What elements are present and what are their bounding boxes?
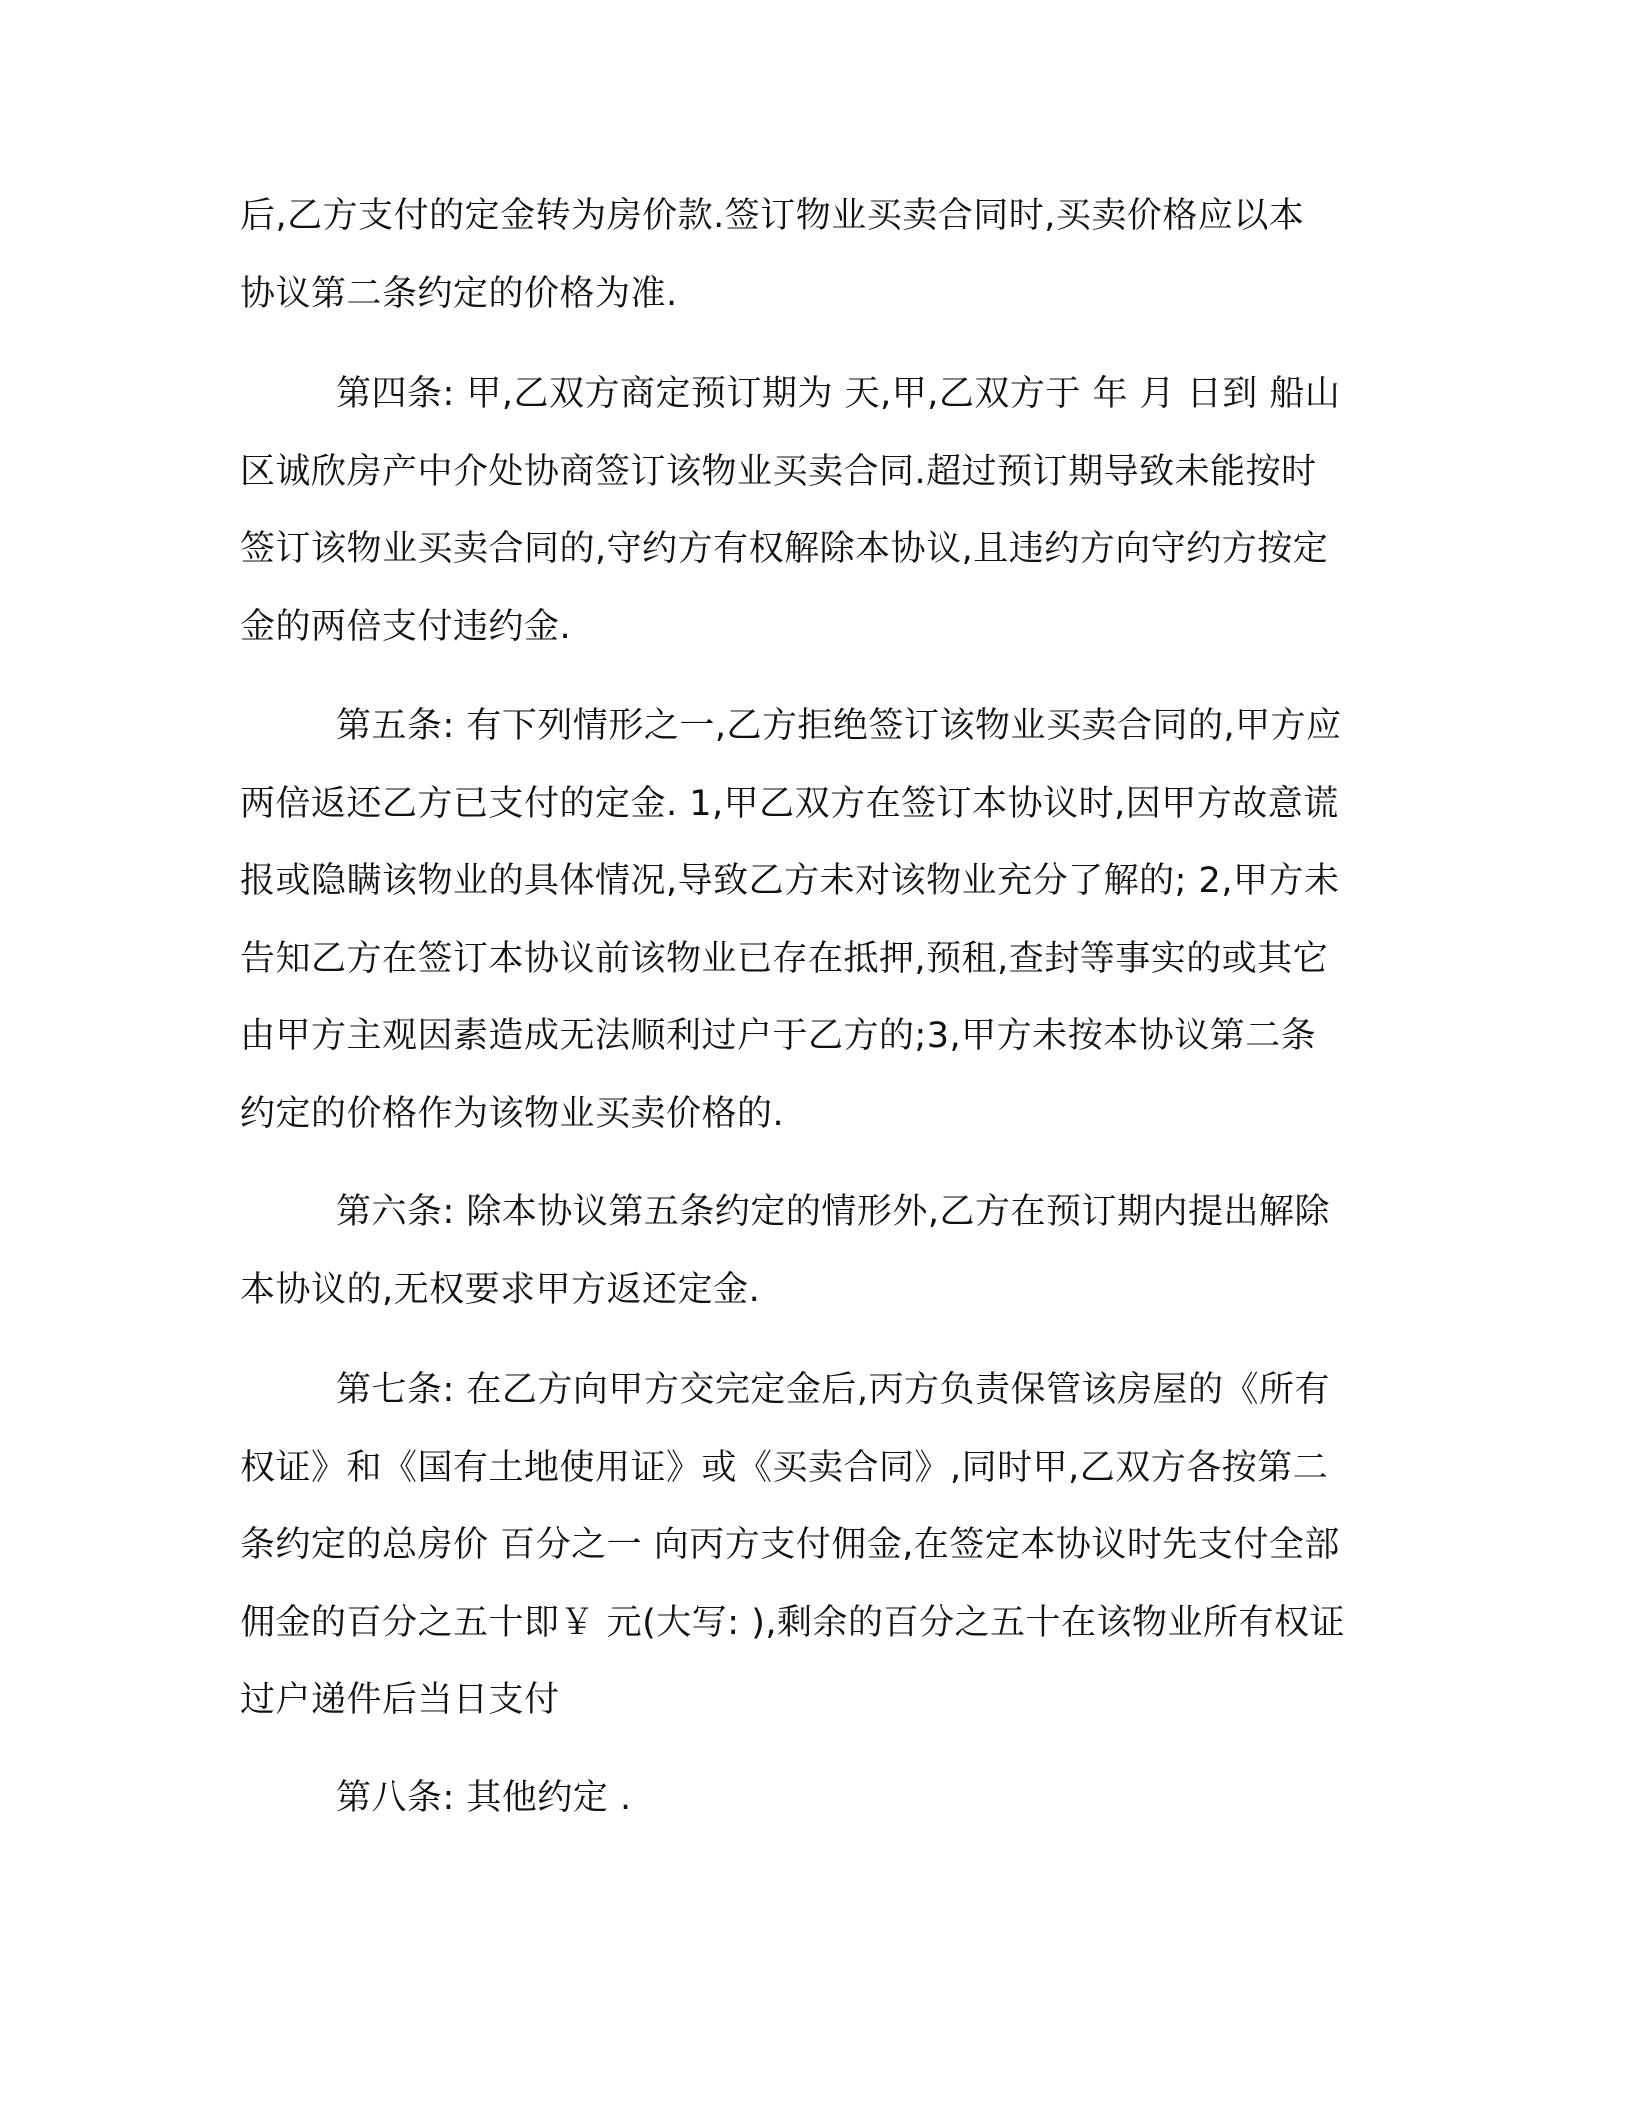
text-line: 区诚欣房产中介处协商签订该物业买卖合同.超过预订期导致未能按时 (240, 451, 1317, 492)
text-line: 佣金的百分之五十即￥ 元(大写: ),剩余的百分之五十在该物业所有权证 (240, 1602, 1345, 1643)
article-heading-line: 第七条: 在乙方向甲方交完定金后,丙方负责保管该房屋的《所有 (336, 1370, 1331, 1410)
text-line: 由甲方主观因素造成无法顺利过户于乙方的;3,甲方未按本协议第二条 (240, 1016, 1317, 1056)
paragraph-article-5 (240, 688, 1400, 1153)
text-line: 报或隐瞒该物业的具体情况,导致乙方未对该物业充分了解的; 2,甲方未 (240, 861, 1340, 901)
paragraph-article-4 (240, 356, 1400, 666)
article-heading-line: 第五条: 有下列情形之一,乙方拒绝签订该物业买卖合同的,甲方应 (336, 706, 1342, 746)
text-line: 权证》和《国有土地使用证》或《买卖合同》,同时甲,乙双方各按第二 (240, 1447, 1329, 1488)
text-line: 过户递件后当日支付 (240, 1680, 560, 1720)
article-heading-line: 第四条: 甲,乙双方商定预订期为 天,甲,乙双方于 年 月 日到 船山 (336, 374, 1341, 414)
article-heading-line: 第六条: 除本协议第五条约定的情形外,乙方在预订期内提出解除 (336, 1192, 1331, 1232)
text-line: 约定的价格作为该物业买卖价格的. (240, 1093, 785, 1134)
text-line: 本协议的,无权要求甲方返还定金. (240, 1269, 761, 1310)
text-line: 金的两倍支付违约金. (240, 606, 572, 647)
article-heading-line: 第八条: 其他约定 . (336, 1778, 632, 1818)
text-line: 条约定的总房价 百分之一 向丙方支付佣金,在签定本协议时先支付全部 (240, 1525, 1340, 1565)
text-line: 后,乙方支付的定金转为房价款.签订物业买卖合同时,买卖价格应以本 (240, 196, 1305, 236)
text-line: 协议第二条约定的价格为准. (240, 273, 678, 314)
paragraph-article-7 (240, 1352, 1400, 1740)
paragraph-article-3-continuation (240, 178, 1400, 333)
paragraph-article-6 (240, 1174, 1400, 1329)
paragraph-article-8 (240, 1760, 1400, 1838)
text-line: 告知乙方在签订本协议前该物业已存在抵押,预租,查封等事实的或其它 (240, 938, 1329, 979)
text-line: 两倍返还乙方已支付的定金. 1,甲乙双方在签订本协议时,因甲方故意谎 (240, 783, 1339, 824)
text-line: 签订该物业买卖合同的,守约方有权解除本协议,且违约方向守约方按定 (240, 529, 1329, 569)
